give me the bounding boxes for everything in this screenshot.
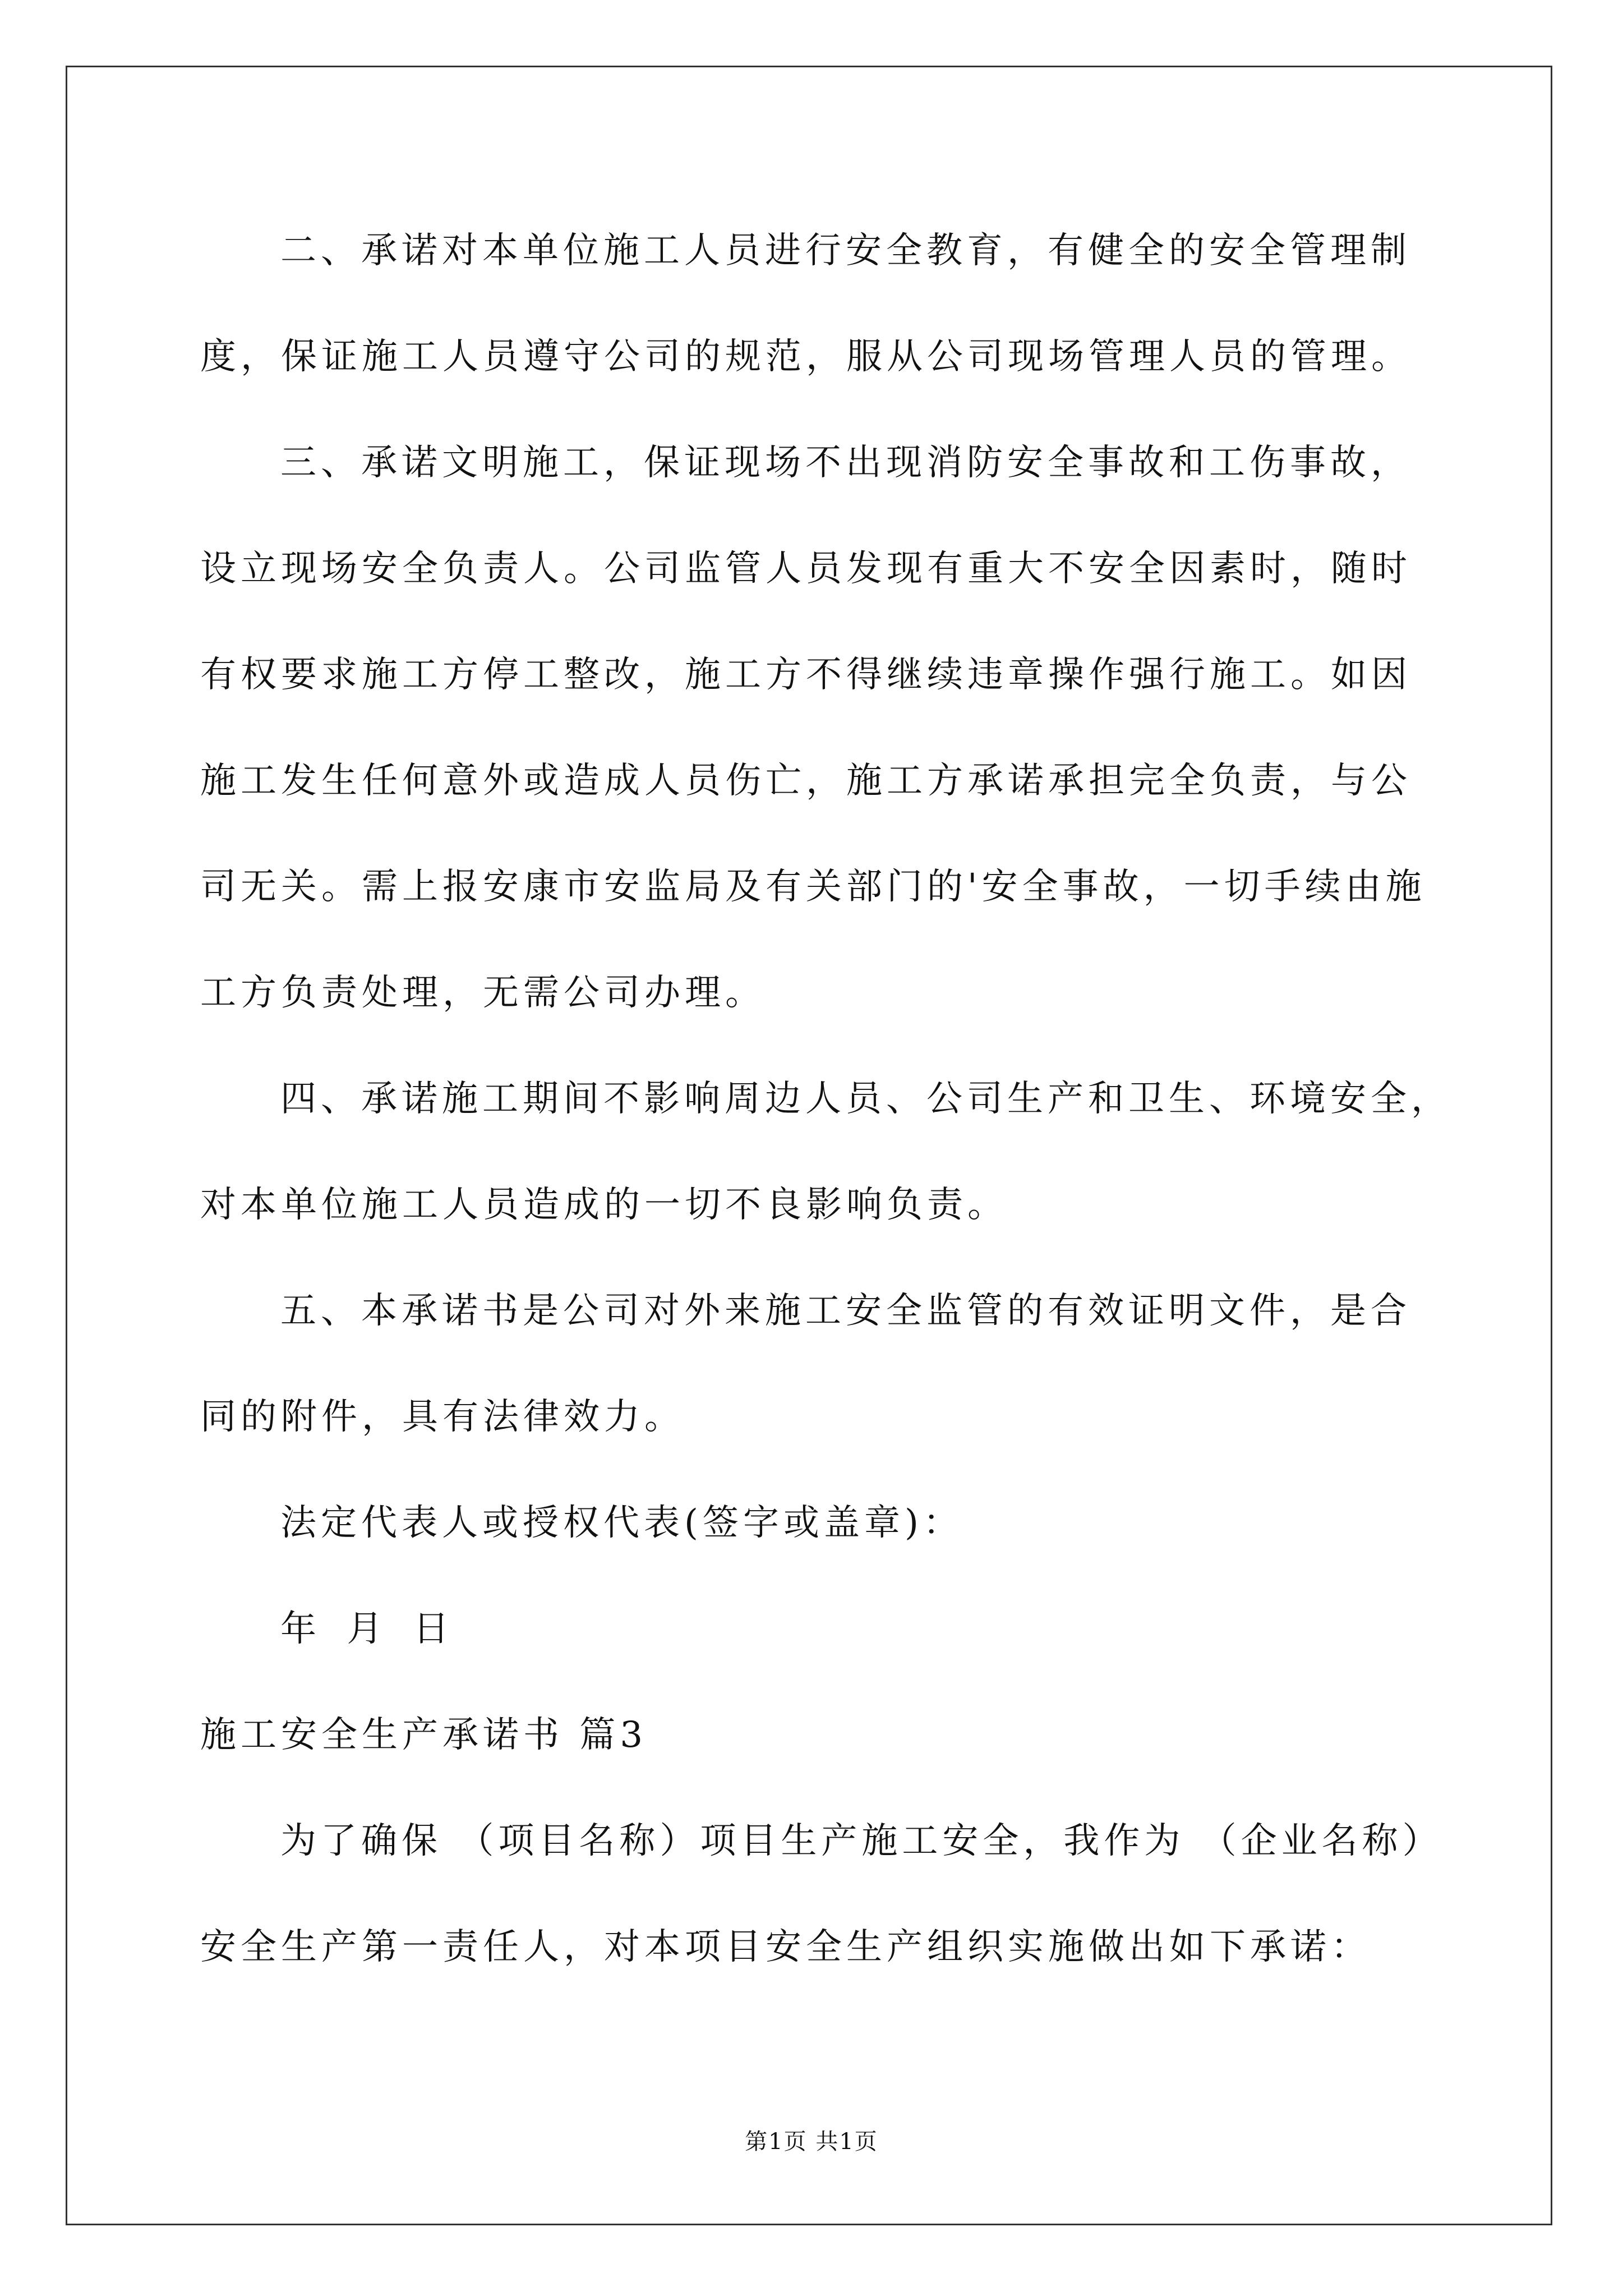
text-line: 有权要求施工方停工整改，施工方不得继续违章操作强行施工。如因 [200, 654, 1412, 696]
text-line: 度，保证施工人员遵守公司的规范，服从公司现场管理人员的管理。 [200, 336, 1412, 378]
page-number-footer: 第1页 共1页 [745, 2129, 878, 2155]
text-line: 同的附件，具有法律效力。 [200, 1396, 685, 1438]
paragraph-3 [200, 410, 1507, 1046]
text-line: 五、本承诺书是公司对外来施工安全监管的有效证明文件，是合 [280, 1290, 1411, 1332]
section-paragraph [200, 1788, 1507, 2000]
paragraph-5 [200, 1258, 1507, 1470]
text-line: 法定代表人或授权代表(签字或盖章)： [280, 1502, 963, 1544]
paragraph-2 [200, 198, 1507, 410]
text-line: 年 月 日 [280, 1608, 454, 1650]
date-line [200, 1576, 1507, 1682]
text-line: 施工发生任何意外或造成人员伤亡，施工方承诺承担完全负责，与公 [200, 760, 1412, 802]
text-line: 为了确保 （项目名称）项目生产施工安全，我作为 （企业名称） [280, 1820, 1443, 1862]
text-line: 安全生产第一责任人，对本项目安全生产组织实施做出如下承诺： [200, 1926, 1371, 1968]
text-line: 对本单位施工人员造成的一切不良影响负责。 [200, 1184, 1008, 1226]
text-line: 设立现场安全负责人。公司监管人员发现有重大不安全因素时，随时 [200, 548, 1412, 590]
text-line: 二、承诺对本单位施工人员进行安全教育，有健全的安全管理制 [280, 230, 1411, 272]
text-line: 四、承诺施工期间不影响周边人员、公司生产和卫生、环境安全， [280, 1078, 1451, 1120]
section-heading: 施工安全生产承诺书 篇3 [200, 1714, 648, 1756]
text-line: 司无关。需上报安康市安监局及有关部门的'安全事故，一切手续由施 [200, 866, 1426, 908]
signature-line [200, 1470, 1507, 1576]
document-body [200, 198, 1507, 2000]
text-line: 工方负责处理，无需公司办理。 [200, 972, 766, 1014]
text-line: 三、承诺文明施工，保证现场不出现消防安全事故和工伤事故， [280, 442, 1411, 484]
paragraph-4 [200, 1046, 1507, 1258]
